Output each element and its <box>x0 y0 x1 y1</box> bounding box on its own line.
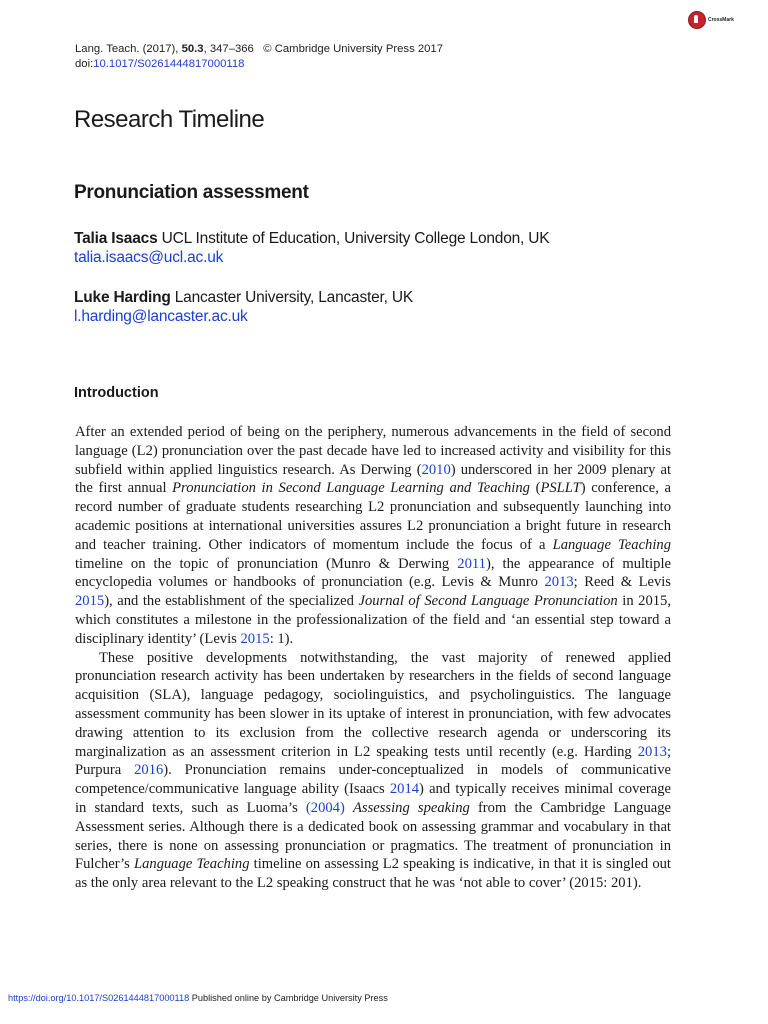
doi-link[interactable]: 10.1017/S0261444817000118 <box>93 58 245 70</box>
doi-line: doi:10.1017/S0261444817000118 <box>75 58 245 70</box>
journal-citation: Lang. Teach. (2017), 50.3, 347–366 © Cambridge University Press 2017 <box>75 43 443 55</box>
copyright-icon: © <box>263 43 272 55</box>
citation-link[interactable]: 2015 <box>75 593 105 610</box>
citation-link[interactable]: 2014 <box>389 781 420 798</box>
author-affiliation: Lancaster University, Lancaster, UK <box>170 289 413 306</box>
author-name: Talia Isaacs <box>74 230 158 247</box>
paragraph-2: These positive developments notwithstanding, the vast majority of renewed applied pronunciation research activity has been undertaken by researchers in the fields of second language acquisition (SLA), language pedagogy, sociolinguistics, and psycholinguistics. The language assessment community has been slower in its uptake of interest in pronunciation, with few advocates drawing attention to its exclusion from the collective research agenda or underscoring its marginalization as an assessment criterion in L2 speaking tests until recently (e.g. Harding 2013; Purpura 2016). Pronunciation remains under-conceptualized in models of communicative competence/communicative language ability (Isaacs 2014) and typically receives minimal coverage in standard texts, such as Luoma’s (2004) Assessing speaking from the Cambridge Language Assessment series. Although there is a dedicated book on assessing grammar and vocabulary in that series, there is none on assessing pronunciation or pragmatics. The treatment of pronunciation in Fulcher’s Language Teaching timeline on assessing L2 speaking is indicative, in that it is singled out as the only area relevant to the L2 speaking construct that he was ‘not able to cover’ (2015: 201). <box>75 649 671 892</box>
article-title: Pronunciation assessment <box>74 182 309 203</box>
series-title: Research Timeline <box>74 106 265 133</box>
crossmark-badge[interactable] <box>688 11 734 29</box>
citation-link[interactable]: 2013 <box>544 574 574 591</box>
citation-link[interactable]: 2011 <box>457 555 486 572</box>
journal-volume: 50.3 <box>181 43 204 55</box>
author-1-email[interactable]: talia.isaacs@ucl.ac.uk <box>74 249 224 266</box>
footer-text: Published online by Cambridge University Press <box>189 993 388 1003</box>
citation-link[interactable]: 2010 <box>421 461 451 478</box>
citation-link[interactable]: (2004) <box>305 799 345 816</box>
author-1 <box>74 230 549 248</box>
citation-link[interactable]: 2016 <box>134 762 164 779</box>
footer <box>8 993 388 1003</box>
citation-link[interactable]: 2015 <box>240 630 270 647</box>
author-name: Luke Harding <box>74 289 171 306</box>
citation-link[interactable]: 2013 <box>637 743 667 760</box>
author-affiliation: UCL Institute of Education, University College London, UK <box>157 230 550 247</box>
paragraph-1: After an extended period of being on the periphery, numerous advancements in the field of second language (L2) pronunciation over the past decade have led to increased activity and visibility for this subfield within applied linguistics research. As Derwing (2010) underscored in her 2009 plenary at the first annual Pronunciation in Second Language Learning and Teaching (PSLLT) conference, a record number of graduate students researching L2 pronunciation and subsequently launching into academic positions at international universities assures L2 pronunciation a bright future in research and teacher training. Other indicators of momentum include the focus of a Language Teaching timeline on the topic of pronunciation (Munro & Derwing 2011), the appearance of multiple encyclopedia volumes or handbooks of pronunciation (e.g. Levis & Munro 2013; Reed & Levis 2015), and the establishment of the specialized Journal of Second Language Pronunciation in 2015, which constitutes a milestone in the professionalization of the field and ‘an essential step toward a disciplinary identity’ (Levis 2015: 1). <box>75 424 672 647</box>
section-heading-introduction: Introduction <box>74 385 159 401</box>
body-text <box>75 423 671 893</box>
author-2 <box>74 289 413 307</box>
crossmark-icon <box>688 11 706 29</box>
footer-doi-link[interactable]: https://doi.org/10.1017/S0261444817000118 <box>8 993 190 1003</box>
crossmark-label: CrossMark <box>708 17 734 23</box>
author-2-email[interactable]: l.harding@lancaster.ac.uk <box>74 308 248 325</box>
